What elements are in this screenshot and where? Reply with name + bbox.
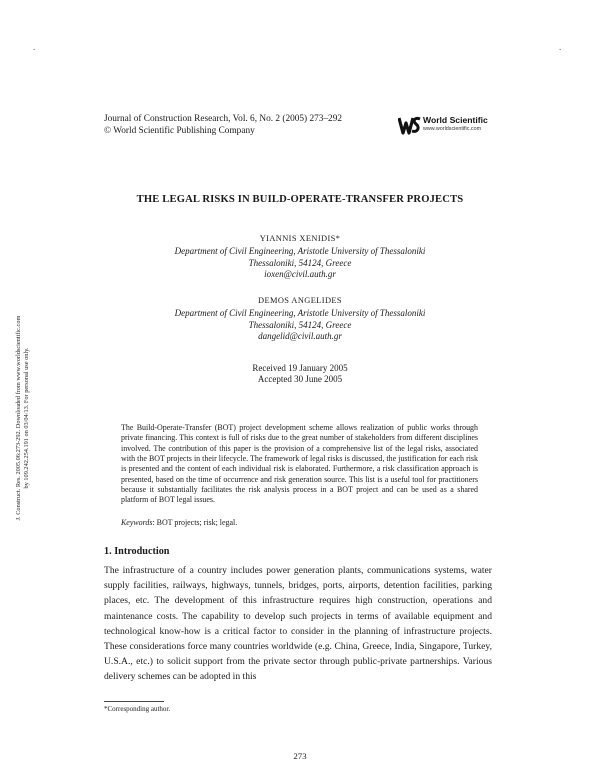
keywords-list: : BOT projects; risk; legal. (152, 518, 238, 527)
download-watermark (15, 218, 39, 618)
journal-citation: Journal of Construction Research, Vol. 6, No. 2 (2005) 273–292 (104, 114, 342, 124)
footnote: *Corresponding author. (104, 705, 171, 713)
accepted-date: Accepted 30 June 2005 (257, 374, 343, 385)
copyright-line: © World Scientific Publishing Company (104, 126, 255, 136)
download-note-line: J. Construct. Res. 2005.06:273-292. Downloaded from www.worldscientific.com (15, 315, 22, 521)
received-date: Received 19 January 2005 (252, 363, 348, 373)
abstract: The Build-Operate-Transfer (BOT) project development scheme allows realization of public works through private financing. This context is full of risks due to the great number of stakeholders from different disciplines involved. The contribution of this paper is the provision of a comprehensive list of the legal risks, associated with the BOT projects in their lifecycle. The framework of legal risks is discussed, the justification for each risk is presented and the content of each individual risk is elaborated. Furthermore, a risk classification approach is presented, based on the time of occurrence and risk generation source. This list is a useful tool for practitioners because it substantially facilitates the risk analysis process in a BOT project and can be used as a shared platform of BOT legal issues. (121, 423, 478, 505)
author-city: Thessaloniki, 54124, Greece (248, 319, 352, 330)
download-note-line: by 109.242.254.191 on 03/04/13. For personal use only. (23, 347, 31, 489)
section-heading: 1. Introduction (104, 546, 170, 557)
footnote-rule (104, 701, 164, 702)
author-affiliation: Department of Civil Engineering, Aristotle University of Thessaloniki (174, 246, 426, 257)
author-name: DEMOS ANGELIDES (258, 296, 342, 305)
author-block (0, 233, 600, 280)
journal-header (104, 113, 342, 137)
publisher-logo (398, 115, 508, 137)
paper-title: THE LEGAL RISKS IN BUILD-OPERATE-TRANSFER PROJECTS (136, 194, 464, 205)
submission-dates (0, 363, 600, 386)
keywords-line (121, 518, 478, 528)
author-email: ioxen@civil.auth.gr (264, 268, 336, 279)
author-city: Thessaloniki, 54124, Greece (248, 257, 352, 268)
logo-tagline: www.worldscientific.com (423, 126, 482, 132)
page-number: 273 (293, 751, 307, 761)
corner-mark: . (33, 42, 36, 52)
author-name: YIANNIS XENIDIS* (259, 234, 341, 243)
logo-name: World Scientific (423, 115, 488, 125)
author-block (0, 295, 600, 342)
introduction-paragraph: The infrastructure of a country includes power generation plants, communications systems, water supply facilities, railways, highways, tunnels, bridges, ports, airports, detention facilities, parking places, etc. The development of this infrastructure requires high construction, operations and maintenance costs. The capability to develop such projects in terms of available equipment and technological know-how is a critical factor to consider in the planning of infrastructure projects. These considerations force many countries worldwide (e.g. China, Greece, India, Singapore, Turkey, U.S.A., etc.) to solicit support from the private sector through public-private partnerships. Various delivery schemes can be adopted in this (104, 565, 492, 683)
corner-mark: . (559, 42, 562, 52)
world-scientific-logo-icon (398, 115, 422, 136)
author-affiliation: Department of Civil Engineering, Aristotle University of Thessaloniki (174, 308, 426, 319)
keywords-label: Keywords (121, 518, 153, 527)
author-email: dangelid@civil.auth.gr (258, 330, 342, 341)
